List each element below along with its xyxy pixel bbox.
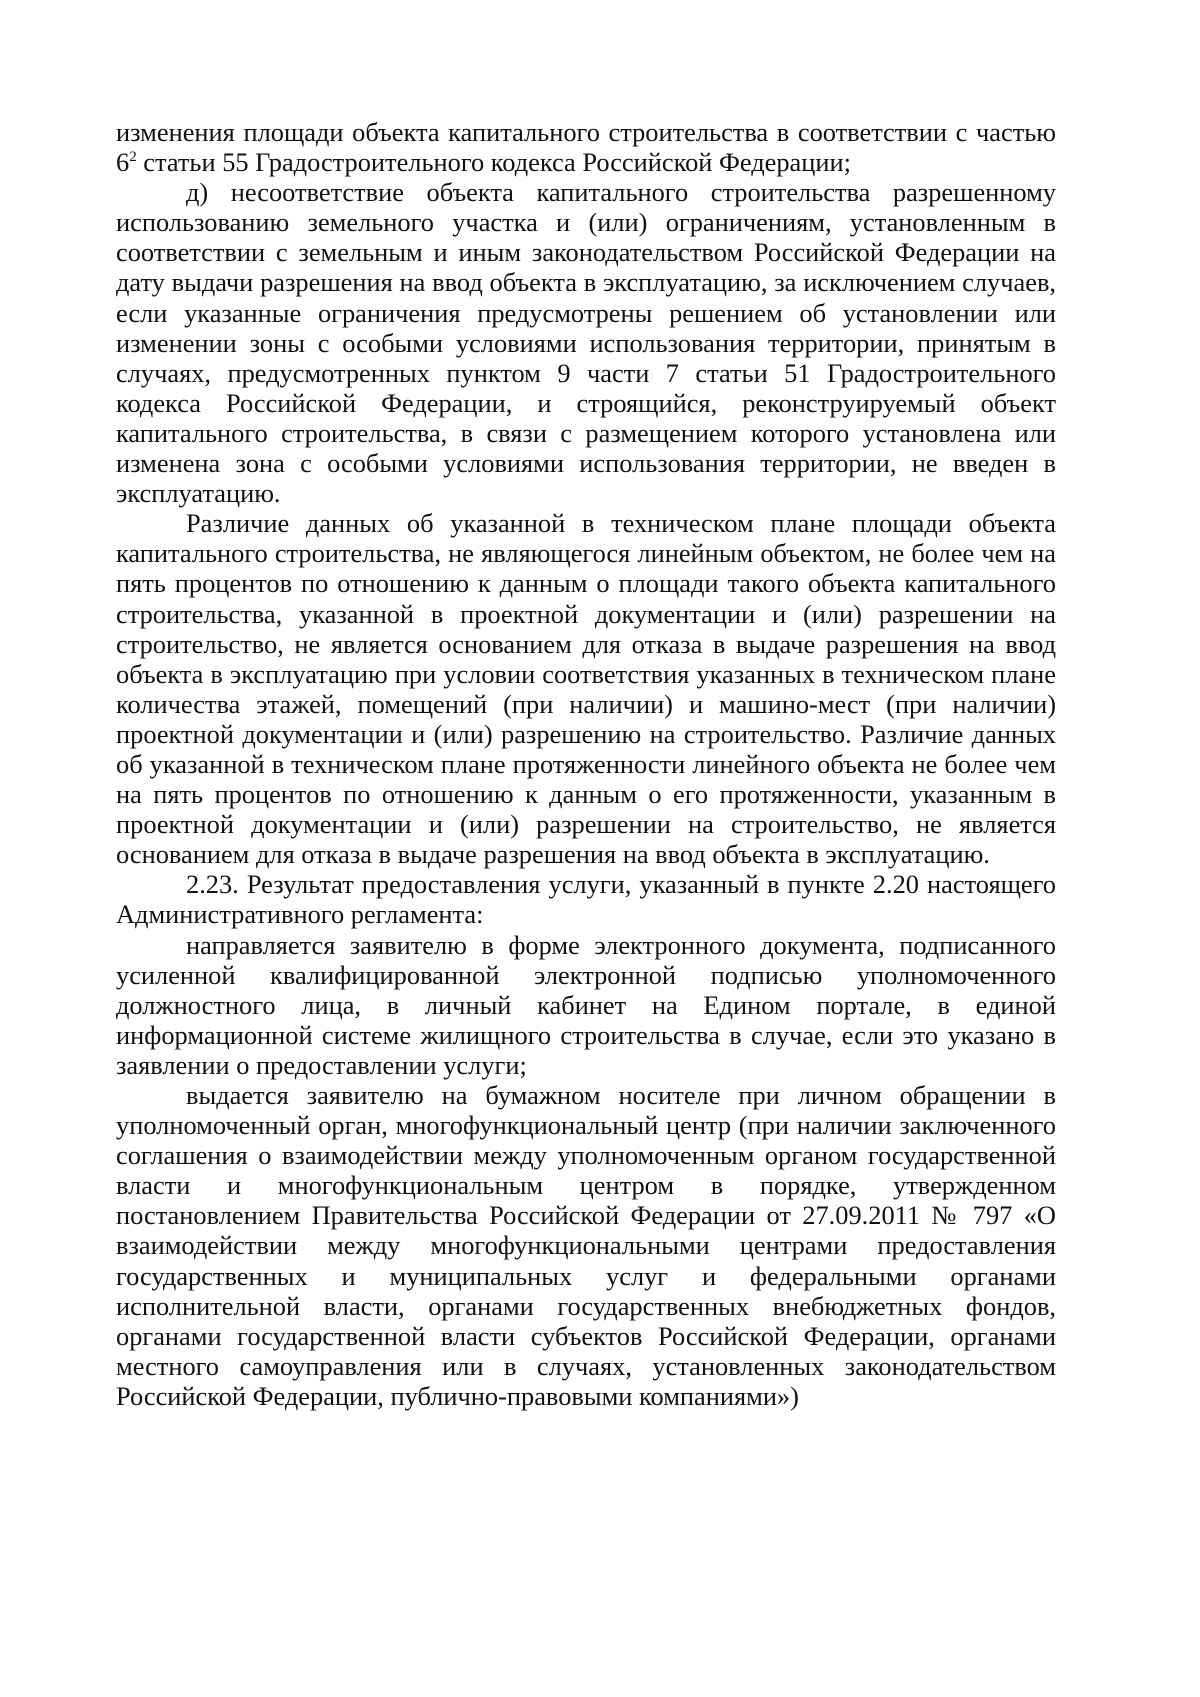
paragraph-continuation [116, 117, 1056, 177]
paragraph-2-23: 2.23. Результат предоставления услуги, указанный в пункте 2.20 настоящего Административного регламента: [116, 869, 1056, 930]
paragraph-electronic: направляется заявителю в форме электронного документа, подписанного усиленной квалифицированной электронной подписью уполномоченного должностного лица, в личный кабинет на Едином портале, в единой информационной системе жилищного строительства в случае, если это указано в заявлении о предоставлении услуги; [116, 929, 1056, 1080]
paragraph-item-d: д) несоответствие объекта капитального строительства разрешенному использованию земельного участка и (или) ограничениям, установленным в соответствии с земельным и иным законодательством Российской Федерации на дату выдачи разрешения на ввод объекта в эксплуатацию, за исключением случаев, если указанные ограничения предусмотрены решением об установлении или изменении зоны с особыми условиями использования территории, принятым в случаях, предусмотренных пунктом 9 части 7 статьи 51 Градостроительного кодекса Российской Федерации, и строящийся, реконструируемый объект капитального строительства, в связи с размещением которого установлена или изменена зона с особыми условиями использования территории, не введен в эксплуатацию. [116, 177, 1056, 509]
paragraph-text: статьи 55 Градостроительного кодекса Российской Федерации; [136, 147, 851, 178]
superscript: 2 [129, 149, 137, 166]
paragraph-text: изменения площади объекта капитального строительства в соответствии с частью 6 [116, 117, 1056, 178]
paragraph-paper: выдается заявителю на бумажном носителе при личном обращении в уполномоченный орган, многофункциональный центр (при наличии заключенного соглашения о взаимодействии между уполномоченным органом государственной власти и многофункциональным центром в порядке, утвержденном постановлением Правительства Российской Федерации от 27.09.2011 № 797 «О взаимодействии между многофункциональными центрами предоставления государственных и муниципальных услуг и федеральными органами исполнительной власти, органами государственных внебюджетных фондов, органами государственной власти субъектов Российской Федерации, органами местного самоуправления или в случаях, установленных законодательством Российской Федерации, публично-правовыми компаниями») [116, 1080, 1056, 1411]
document-page [116, 117, 1056, 1411]
paragraph-area-difference: Различие данных об указанной в техническом плане площади объекта капитального строительства, не являющегося линейным объектом, не более чем на пять процентов по отношению к данным о площади такого объекта капитального строительства, указанной в проектной документации и (или) разрешении на строительство, не является основанием для отказа в выдаче разрешения на ввод объекта в эксплуатацию при условии соответствия указанных в техническом плане количества этажей, помещений (при наличии) и машино-мест (при наличии) проектной документации и (или) разрешению на строительство. Различие данных об указанной в техническом плане протяженности линейного объекта не более чем на пять процентов по отношению к данным о его протяженности, указанным в проектной документации и (или) разрешении на строительство, не является основанием для отказа в выдаче разрешения на ввод объекта в эксплуатацию. [116, 508, 1056, 870]
